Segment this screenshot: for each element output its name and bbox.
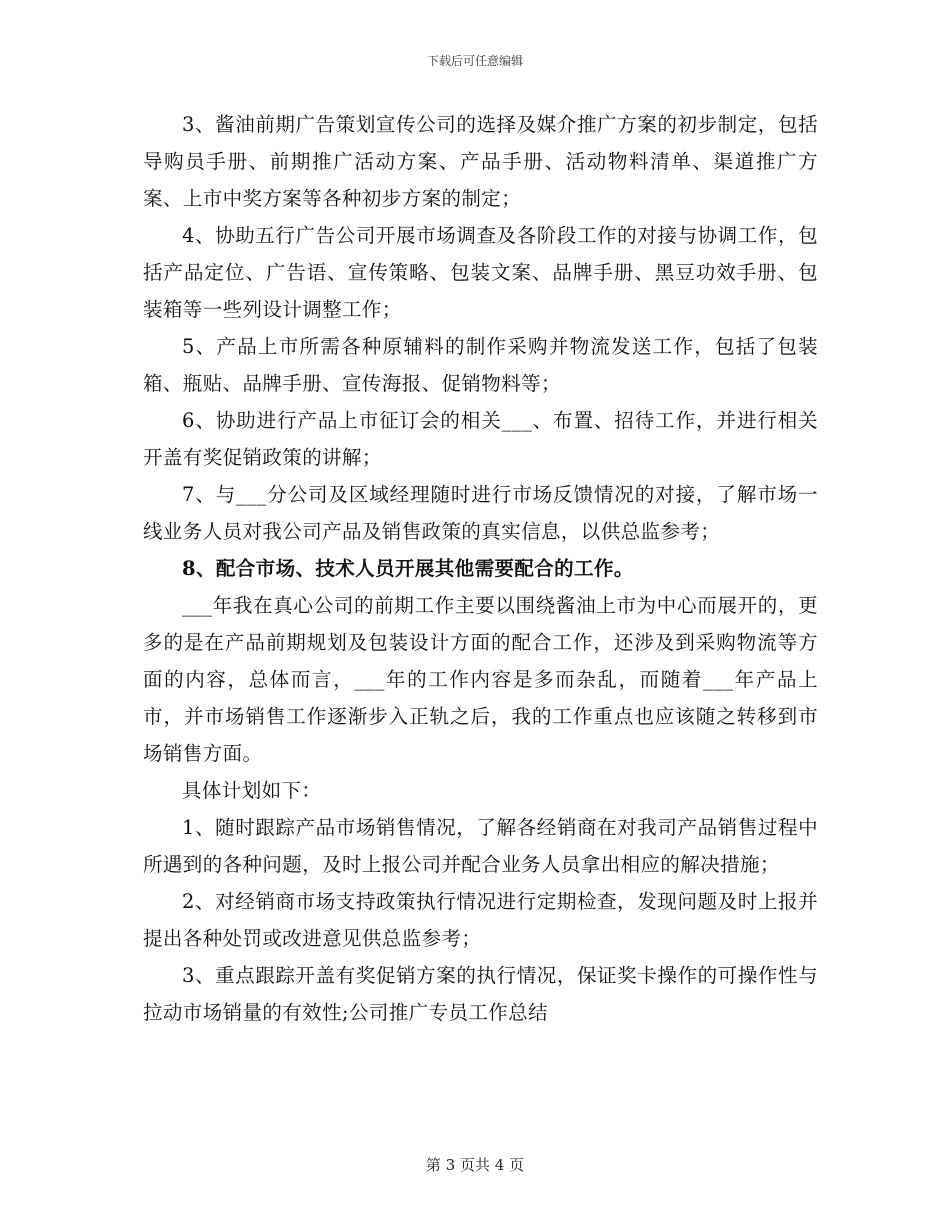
page-footer: 第 3 页共 4 页 — [425, 1156, 525, 1174]
document-body — [143, 106, 818, 1031]
paragraph-item-8-cooperation: 8、配合市场、技术人员开展其他需要配合的工作。 — [182, 557, 634, 580]
paragraph-item-5-materials-procurement: 5、产品上市所需各种原辅料的制作采购并物流发送工作，包括了包装箱、瓶贴、品牌手册、宣传海报、促销物料等； — [143, 335, 818, 395]
paragraph-item-6-launch-meeting: 6、协助进行产品上市征订会的相关___、布置、招待工作，并进行相关开盖有奖促销政策的讲解； — [143, 409, 818, 469]
paragraph-item-4-market-research: 4、协助五行广告公司开展市场调查及各阶段工作的对接与协调工作，包括产品定位、广告语、宣传策略、包装文案、品牌手册、黑豆功效手册、包装箱等一些列设计调整工作； — [143, 224, 818, 321]
page-header: 下载后可任意编辑 — [426, 54, 523, 68]
paragraph-item-3-ad-planning: 3、酱油前期广告策划宣传公司的选择及媒介推广方案的初步制定，包括导购员手册、前期推广活动方案、产品手册、活动物料清单、渠道推广方案、上市中奖方案等各种初步方案的制定； — [143, 113, 818, 210]
paragraph-plan-heading: 具体计划如下： — [182, 779, 322, 802]
paragraph-item-7-market-feedback: 7、与___分公司及区域经理随时进行市场反馈情况的对接，了解市场一线业务人员对我公司产品及销售政策的真实信息，以供总监参考； — [143, 483, 818, 543]
paragraph-summary: ___年我在真心公司的前期工作主要以围绕酱油上市为中心而展开的，更多的是在产品前期规划及包装设计方面的配合工作，还涉及到采购物流等方面的内容，总体而言，___年的工作内容是多而杂乱，而随着___年产品上市，并市场销售工作逐渐步入正轨之后，我的工作重点也应该随之转移到市场销售方面。 — [143, 594, 818, 765]
paragraph-plan-3: 3、重点跟踪开盖有奖促销方案的执行情况，保证奖卡操作的可操作性与拉动市场销量的有效性;公司推广专员工作总结 — [143, 964, 818, 1024]
paragraph-plan-2: 2、对经销商市场支持政策执行情况进行定期检查，发现问题及时上报并提出各种处罚或改进意见供总监参考； — [143, 890, 818, 950]
paragraph-plan-1: 1、随时跟踪产品市场销售情况，了解各经销商在对我司产品销售过程中所遇到的各种问题，及时上报公司并配合业务人员拿出相应的解决措施； — [143, 816, 818, 876]
